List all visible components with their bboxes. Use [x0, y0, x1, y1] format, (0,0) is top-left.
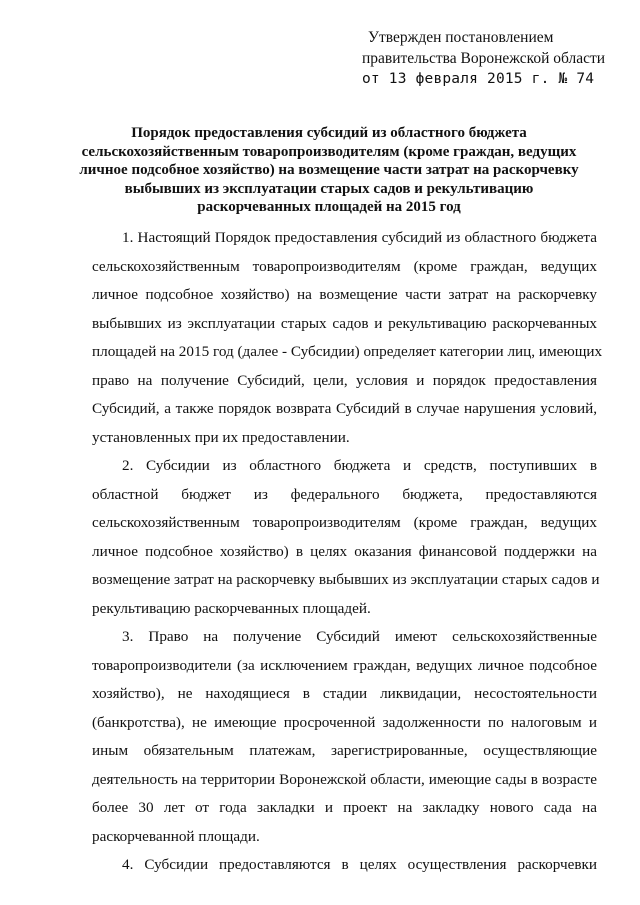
text-line: областной бюджет из федерального бюджета, предоставляются: [92, 485, 597, 503]
text-line: товаропроизводители (за исключением граждан, ведущих личное подсобное: [92, 656, 597, 674]
document-body: [92, 224, 603, 880]
text-line: хозяйство), не находящиеся в стадии ликвидации, несостоятельности: [92, 685, 597, 702]
title-line: выбывших из эксплуатации старых садов и рекультивацию: [124, 180, 534, 197]
document-title: [64, 124, 594, 217]
text-line: (банкротства), не имеющие просроченной задолженности по налоговым и: [92, 713, 597, 731]
paragraph-2: [92, 452, 600, 623]
title-line: сельскохозяйственным товаропроизводителям (кроме граждан, ведущих: [81, 143, 577, 160]
text-line: личное подсобное хозяйство) в целях оказания финансовой поддержки на: [92, 542, 597, 560]
approval-stamp: [362, 27, 622, 90]
paragraph-3: [92, 623, 597, 851]
text-line: раскорчеванной площади.: [92, 827, 260, 845]
text-line: 1. Настоящий Порядок предоставления субсидий из областного бюджета: [122, 229, 597, 246]
approval-line: Утвержден постановлением: [368, 29, 554, 46]
text-line: площадей на 2015 год (далее - Субсидии) определяет категории лиц, имеющих: [92, 343, 603, 360]
title-line: раскорчеванных площадей на 2015 год: [197, 199, 461, 215]
text-line: Субсидий, а также порядок возврата Субсидий в случае нарушения условий,: [92, 400, 597, 417]
title-line: Порядок предоставления субсидий из областного бюджета: [131, 125, 527, 141]
text-line: право на получение Субсидий, цели, условия и порядок предоставления: [92, 371, 597, 389]
text-line: выбывших из эксплуатации старых садов и рекультивацию раскорчеванных: [92, 314, 597, 332]
text-line: возмещение затрат на раскорчевку выбывших из эксплуатации старых садов и: [92, 571, 600, 588]
title-line: личное подсобное хозяйство) на возмещение части затрат на раскорчевку: [79, 162, 579, 178]
text-line: установленных при их предоставлении.: [92, 428, 350, 446]
approval-line: правительства Воронежской области: [362, 50, 606, 67]
text-line: личное подсобное хозяйство) на возмещение части затрат на раскорчевку: [92, 286, 597, 303]
text-line: сельскохозяйственным товаропроизводителям (кроме граждан, ведущих: [92, 514, 597, 531]
text-line: более 30 лет от года закладки и проект на закладку нового сада на: [92, 799, 597, 816]
text-line: 4. Субсидии предоставляются в целях осуществления раскорчевки: [122, 856, 597, 873]
paragraph-1: [92, 224, 603, 452]
text-line: рекультивацию раскорчеванных площадей.: [92, 599, 371, 617]
text-line: сельскохозяйственным товаропроизводителям (кроме граждан, ведущих: [92, 257, 597, 275]
text-line: 3. Право на получение Субсидий имеют сельскохозяйственные: [122, 628, 597, 645]
paragraph-4: [92, 851, 597, 880]
text-line: 2. Субсидии из областного бюджета и средств, поступивших в: [122, 457, 597, 474]
text-line: иным обязательным платежам, зарегистрированные, осуществляющие: [92, 742, 597, 759]
text-line: деятельность на территории Воронежской области, имеющие сады в возрасте: [92, 770, 597, 788]
approval-date-line: от 13 февраля 2015 г. № 74: [362, 71, 595, 87]
